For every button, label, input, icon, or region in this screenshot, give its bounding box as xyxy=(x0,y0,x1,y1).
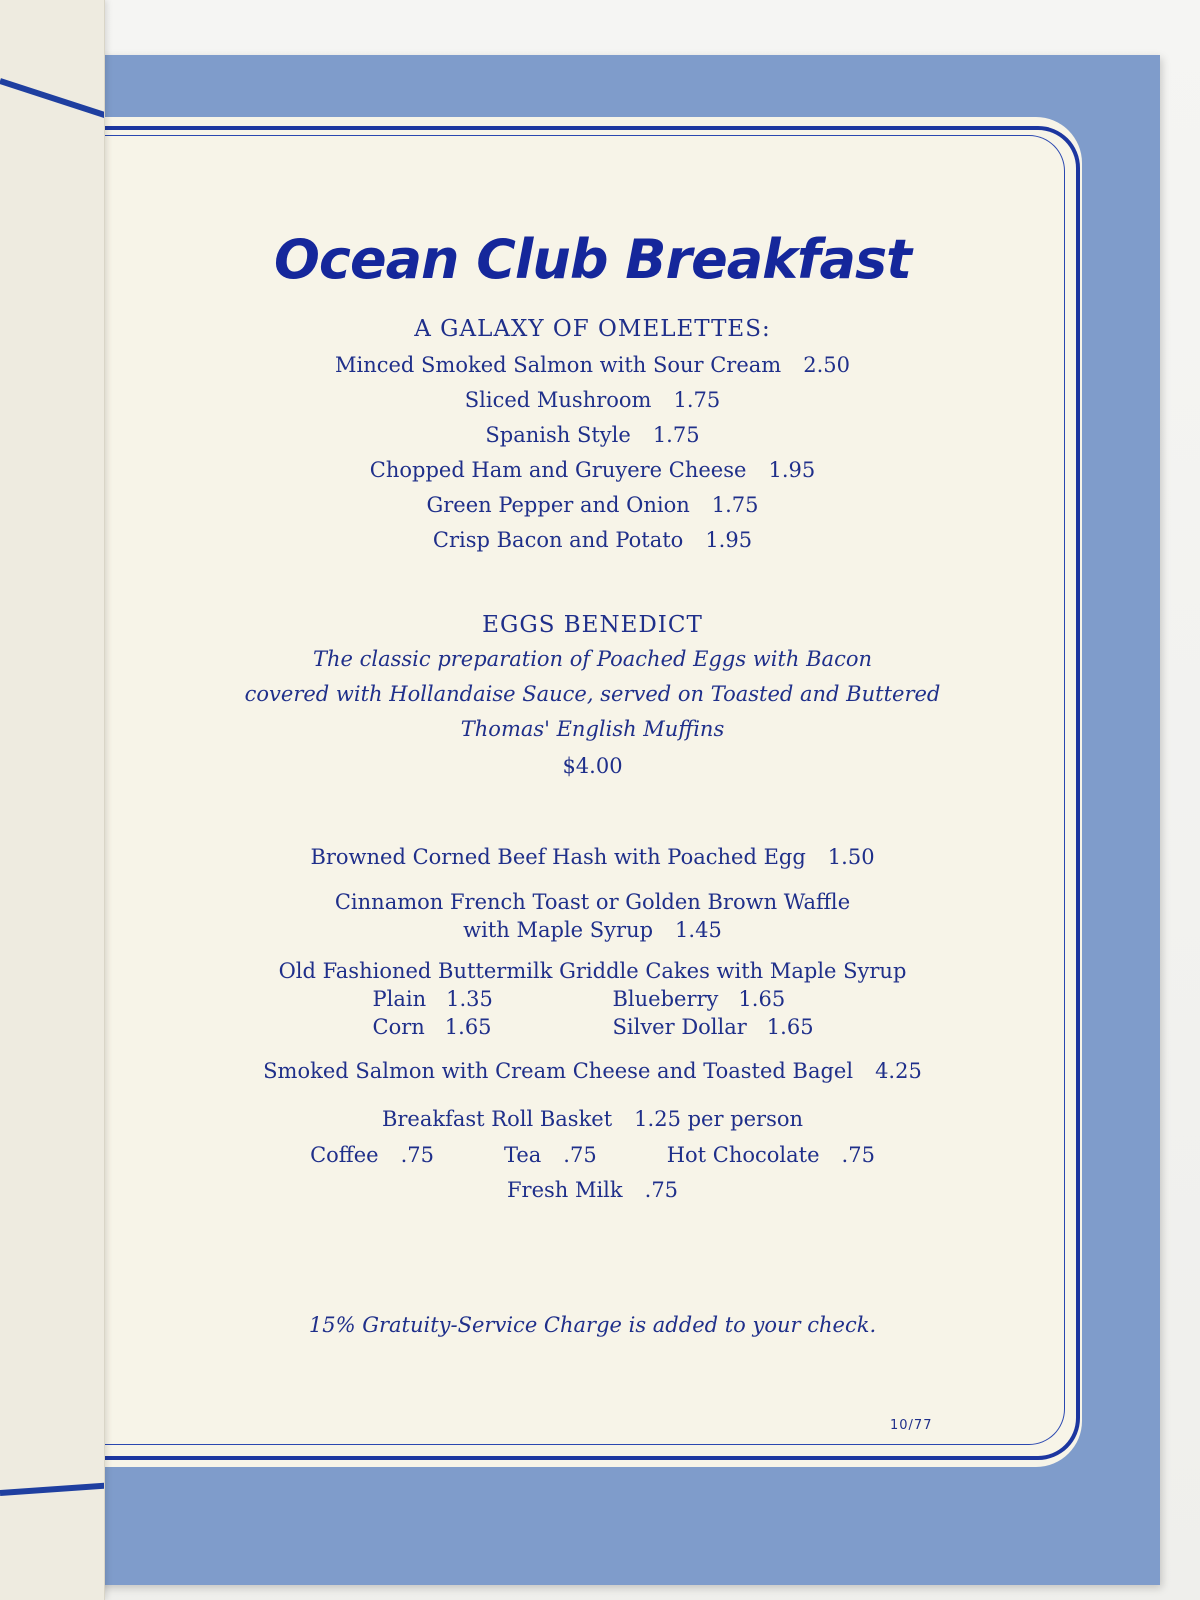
beverage-name: Hot Chocolate xyxy=(666,1143,820,1167)
menu-item-french-toast xyxy=(150,888,1035,944)
griddle-cakes-row xyxy=(150,985,1035,1013)
beverage-price: .75 xyxy=(563,1143,597,1167)
cover-stripe-bottom xyxy=(0,1482,105,1496)
item-price: 1.25 per person xyxy=(634,1107,804,1131)
option-name: Blueberry xyxy=(612,987,719,1011)
omelette-name: Minced Smoked Salmon with Sour Cream xyxy=(335,353,782,377)
option-name: Corn xyxy=(372,1015,425,1039)
omelettes-heading: A GALAXY OF OMELETTES: xyxy=(414,316,771,342)
beverage-item xyxy=(667,1137,875,1173)
eggs-benedict-price: $4.00 xyxy=(562,754,623,778)
menu-item-roll-basket xyxy=(150,1102,1035,1137)
cover-stripe-top xyxy=(0,78,105,121)
gratuity-note: 15% Gratuity-Service Charge is added to your check. xyxy=(308,1313,877,1337)
menu-content xyxy=(150,220,1035,1208)
eggs-benedict-description-line: The classic preparation of Poached Eggs with Bacon xyxy=(312,647,872,671)
item-name-line xyxy=(150,916,1035,944)
omelette-item xyxy=(150,523,1035,558)
griddle-cakes-row xyxy=(150,1013,1035,1041)
omelette-item xyxy=(150,348,1035,383)
omelette-price: 1.75 xyxy=(711,493,759,517)
griddle-option xyxy=(373,985,573,1013)
item-name: Browned Corned Beef Hash with Poached Egg xyxy=(310,845,806,869)
menu-title: Ocean Club Breakfast xyxy=(274,228,911,291)
omelette-item xyxy=(150,488,1035,523)
item-price: .75 xyxy=(644,1178,679,1202)
item-price: 1.45 xyxy=(675,918,722,942)
omelette-price: 1.95 xyxy=(705,528,753,552)
omelette-name: Chopped Ham and Gruyere Cheese xyxy=(369,458,747,482)
omelette-name: Spanish Style xyxy=(485,423,631,447)
beverage-item xyxy=(310,1137,434,1173)
item-name: Fresh Milk xyxy=(506,1178,623,1202)
option-price: 1.65 xyxy=(738,987,786,1011)
eggs-benedict-heading: EGGS BENEDICT xyxy=(482,612,703,638)
beverage-price: .75 xyxy=(841,1143,875,1167)
beverage-price: .75 xyxy=(400,1143,434,1167)
eggs-benedict-description-line: Thomas' English Muffins xyxy=(460,717,725,741)
eggs-benedict-section xyxy=(150,608,1035,784)
menu-cover-sheet xyxy=(0,0,105,1600)
menu-date-code: 10/77 xyxy=(890,1418,933,1433)
item-name: Breakfast Roll Basket xyxy=(381,1107,613,1131)
menu-item-griddle-cakes xyxy=(150,957,1035,1041)
beverage-name: Tea xyxy=(503,1143,542,1167)
omelette-name: Crisp Bacon and Potato xyxy=(432,528,684,552)
item-price: 1.50 xyxy=(827,845,875,869)
option-price: 1.65 xyxy=(766,1015,814,1039)
item-name: with Maple Syrup xyxy=(463,918,654,942)
eggs-benedict-description-line: covered with Hollandaise Sauce, served on Toasted and Buttered xyxy=(244,682,941,706)
option-price: 1.65 xyxy=(444,1015,492,1039)
omelette-name: Green Pepper and Onion xyxy=(426,493,690,517)
option-name: Silver Dollar xyxy=(612,1015,747,1039)
menu-item-milk xyxy=(150,1173,1035,1208)
beverage-name: Coffee xyxy=(310,1143,379,1167)
griddle-option xyxy=(373,1013,573,1041)
omelette-price: 2.50 xyxy=(803,353,850,377)
omelette-item xyxy=(150,418,1035,453)
option-name: Plain xyxy=(372,987,427,1011)
omelette-item xyxy=(150,383,1035,418)
omelettes-list xyxy=(150,348,1035,558)
omelette-price: 1.75 xyxy=(673,388,721,412)
griddle-cakes-heading: Old Fashioned Buttermilk Griddle Cakes with Maple Syrup xyxy=(278,959,907,983)
griddle-option xyxy=(613,985,813,1013)
omelette-item xyxy=(150,453,1035,488)
beverages-row xyxy=(150,1137,1035,1173)
menu-item-corned-beef xyxy=(150,840,1035,875)
option-price: 1.35 xyxy=(446,987,493,1011)
omelette-price: 1.95 xyxy=(768,458,816,482)
beverage-item xyxy=(504,1137,597,1173)
griddle-option xyxy=(613,1013,813,1041)
item-name: Smoked Salmon with Cream Cheese and Toasted Bagel xyxy=(263,1059,854,1083)
omelette-name: Sliced Mushroom xyxy=(464,388,652,412)
item-price: 4.25 xyxy=(875,1059,922,1083)
item-name-line: Cinnamon French Toast or Golden Brown Waffle xyxy=(334,890,851,914)
omelette-price: 1.75 xyxy=(652,423,700,447)
menu-item-smoked-salmon xyxy=(150,1054,1035,1089)
